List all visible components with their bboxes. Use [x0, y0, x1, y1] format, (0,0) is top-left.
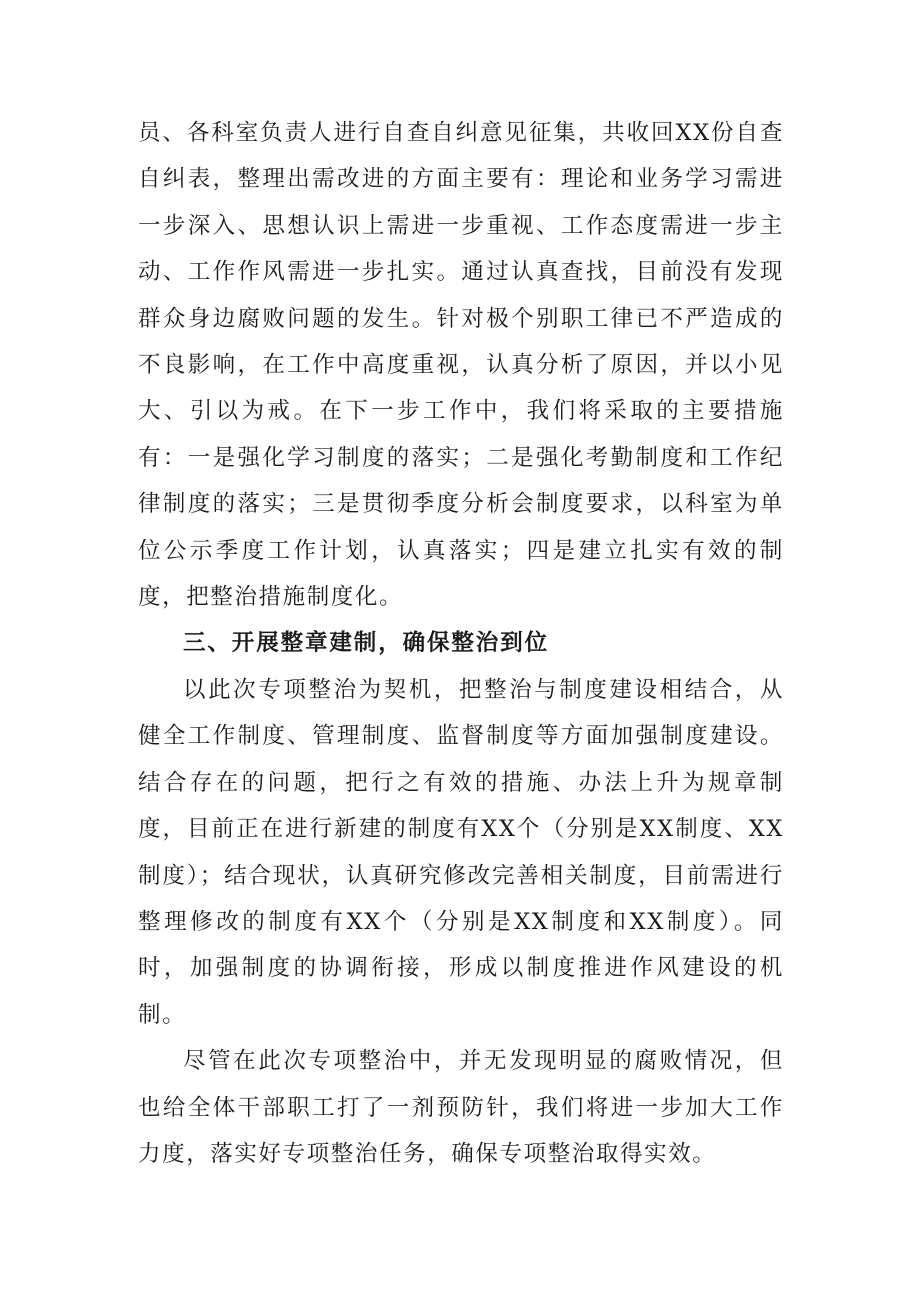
- paragraph-rules-construction: 以此次专项整治为契机，把整治与制度建设相结合，从健全工作制度、管理制度、监督制度等方面加强制度建设。结合存在的问题，把行之有效的措施、办法上升为规章制度，目前正在进行新建的制度有XX个（分别是XX制度、XX制度）；结合现状，认真研究修改完善相关制度，目前需进行整理修改的制度有XX个（分别是XX制度和XX制度）。同时，加强制度的协调衔接，形成以制度推进作风建设的机制。: [138, 676, 784, 1028]
- section-heading-three: 三、开展整章建制，确保整治到位: [183, 630, 550, 657]
- paragraph-self-inspection-summary: 员、各科室负责人进行自查自纠意见征集，共收回XX份自查自纠表，整理出需改进的方面主要有：理论和业务学习需进一步深入、思想认识上需进一步重视、工作态度需进一步主动、工作作风需进一步扎实。通过认真查找，目前没有发现群众身边腐败问题的发生。针对极个别职工律已不严造成的不良影响，在工作中高度重视，认真分析了原因，并以小见大、引以为戒。在下一步工作中，我们将采取的主要措施有：一是强化学习制度的落实；二是强化考勤制度和工作纪律制度的落实；三是贯彻季度分析会制度要求，以科室为单位公示季度工作计划，认真落实；四是建立扎实有效的制度，把整治措施制度化。: [138, 120, 784, 611]
- paragraph-conclusion: 尽管在此次专项整治中，并无发现明显的腐败情况，但也给全体干部职工打了一剂预防针，我们将进一步加大工作力度，落实好专项整治任务，确保专项整治取得实效。: [138, 1048, 784, 1167]
- document-body: [138, 110, 784, 1177]
